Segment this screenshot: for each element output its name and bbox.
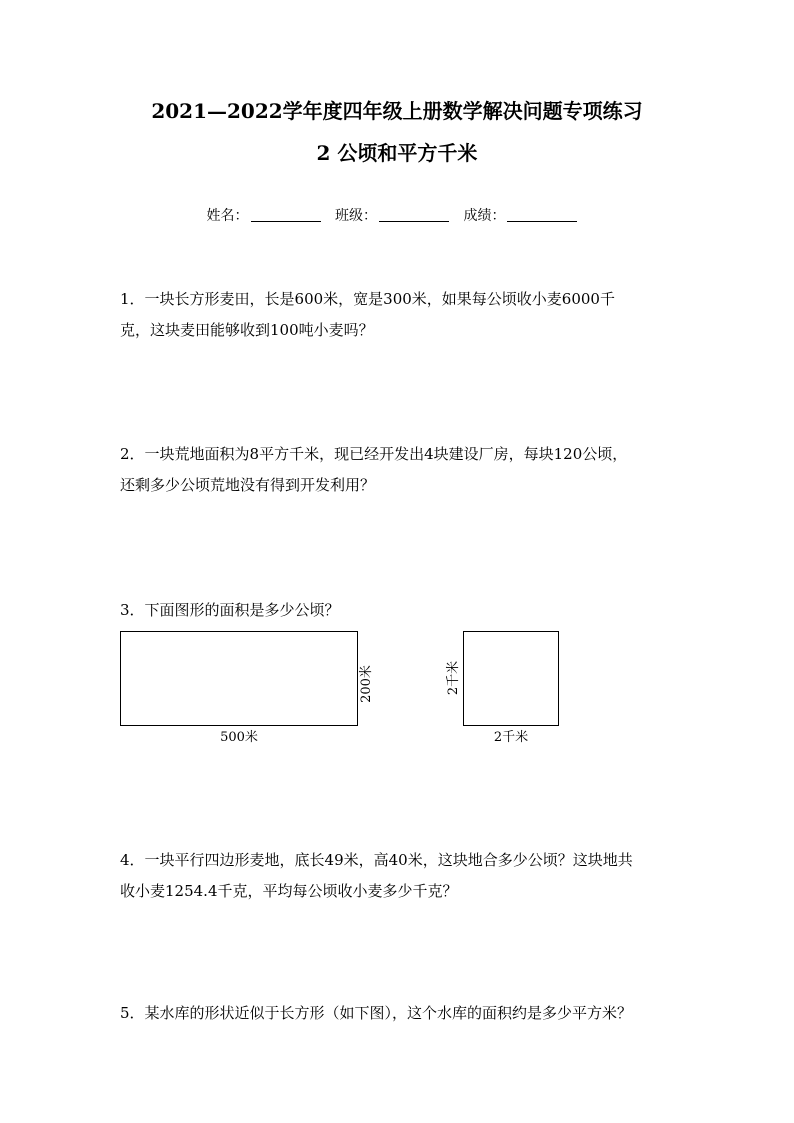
question-1-line-2: 克，这块麦田能够收到100吨小麦吗？ <box>120 321 374 339</box>
rectangle-width-label: 500米 <box>220 730 258 745</box>
question-2-line-1: 2．一块荒地面积为8平方千米，现已经开发出4块建设厂房，每块120公顷， <box>120 445 628 463</box>
question-1 <box>120 284 680 346</box>
student-info-line <box>0 206 794 226</box>
question-3-line-1: 3．下面图形的面积是多少公顷？ <box>120 601 340 619</box>
document-subtitle: 2 公顷和平方千米 <box>316 141 478 165</box>
name-label: 姓名： <box>206 208 249 224</box>
question-5 <box>120 998 680 1029</box>
square-width-label: 2千米 <box>493 730 529 745</box>
question-5-line-1: 5．某水库的形状近似于长方形（如下图），这个水库的面积约是多少平方米？ <box>120 1004 633 1022</box>
rectangle-figure <box>120 631 358 726</box>
question-2-line-2: 还剩多少公顷荒地没有得到开发利用？ <box>120 476 376 494</box>
question-2 <box>120 439 680 501</box>
name-blank <box>251 207 321 222</box>
square-height-label: 2千米 <box>446 660 461 696</box>
question-4 <box>120 845 680 907</box>
question-3 <box>120 595 680 626</box>
question-4-line-1: 4．一块平行四边形麦地，底长49米，高40米，这块地合多少公顷？这块地共 <box>120 851 633 869</box>
question-1-line-1: 1．一块长方形麦田，长是600米，宽是300米，如果每公顷收小麦6000千 <box>120 290 615 308</box>
document-title: 2021—2022学年度四年级上册数学解决问题专项练习 <box>151 99 643 123</box>
class-blank <box>379 207 449 222</box>
rectangle-height-label: 200米 <box>359 665 374 703</box>
question-4-line-2: 收小麦1254.4千克，平均每公顷收小麦多少千克？ <box>120 882 458 900</box>
score-blank <box>507 207 577 222</box>
score-label: 成绩： <box>463 208 506 224</box>
class-label: 班级： <box>335 208 377 224</box>
square-figure <box>463 631 559 726</box>
